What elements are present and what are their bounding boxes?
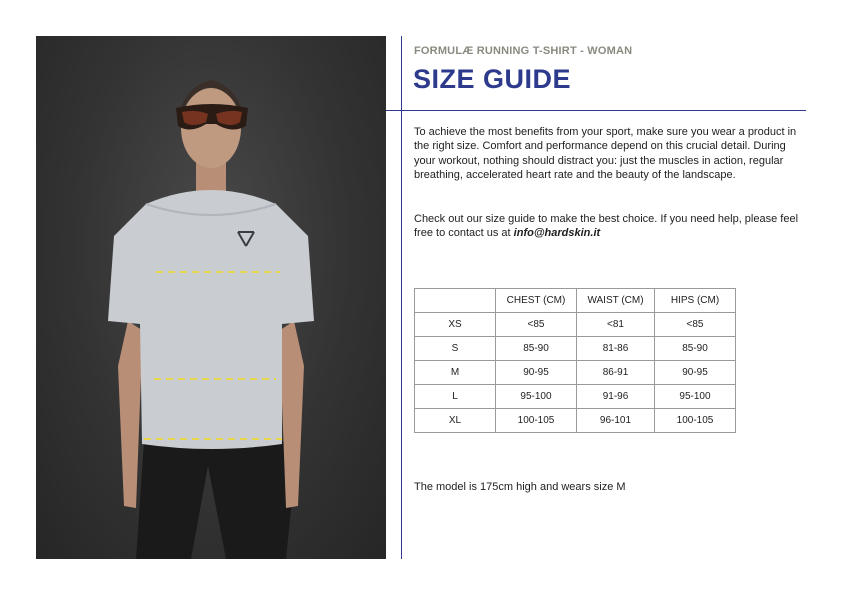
table-row	[415, 385, 736, 409]
waist-cell: 96-101	[577, 409, 655, 433]
page-title: SIZE GUIDE	[413, 64, 572, 94]
size-label: L	[415, 385, 496, 409]
chest-cell: 90-95	[496, 361, 577, 385]
table-header-cell	[415, 289, 496, 313]
size-label: S	[415, 337, 496, 361]
hips-cell: <85	[655, 313, 736, 337]
table-row	[415, 361, 736, 385]
hips-cell: 85-90	[655, 337, 736, 361]
chest-cell: 100-105	[496, 409, 577, 433]
vertical-divider	[401, 36, 402, 559]
help-text: Check out our size guide to make the best choice. If you need help, please feel free to contact us at	[414, 213, 799, 240]
waist-cell: 81-86	[577, 337, 655, 361]
table-row	[415, 409, 736, 433]
help-paragraph	[414, 212, 804, 241]
leggings	[136, 441, 298, 559]
waist-cell: 91-96	[577, 385, 655, 409]
table-header-row	[415, 289, 736, 313]
hips-cell: 90-95	[655, 361, 736, 385]
table-row	[415, 337, 736, 361]
intro-paragraph: To achieve the most benefits from your sport, make sure you wear a product in the right size. Comfort and performance depend on this crucial detail. During your workout, nothing should distract you: just the muscles in action, regular breathing, accelerated heart rate and the beauty of the landscape.	[414, 126, 797, 182]
table-header-cell: WAIST (CM)	[577, 289, 655, 313]
model-illustration	[36, 36, 386, 559]
waist-cell: <81	[577, 313, 655, 337]
contact-email-link[interactable]: info@hardskin.it	[513, 227, 601, 240]
chest-cell: <85	[496, 313, 577, 337]
model-photo	[36, 36, 386, 559]
model-note: The model is 175cm high and wears size M	[414, 481, 626, 493]
hips-cell: 100-105	[655, 409, 736, 433]
chest-cell: 95-100	[496, 385, 577, 409]
size-label: XS	[415, 313, 496, 337]
size-table	[414, 288, 736, 433]
size-label: M	[415, 361, 496, 385]
table-header-cell: HIPS (CM)	[655, 289, 736, 313]
product-subtitle: FORMULÆ RUNNING T-SHIRT - WOMAN	[414, 45, 633, 57]
title-underline	[386, 110, 806, 111]
size-label: XL	[415, 409, 496, 433]
table-header-cell: CHEST (CM)	[496, 289, 577, 313]
waist-cell: 86-91	[577, 361, 655, 385]
table-row	[415, 313, 736, 337]
hips-cell: 95-100	[655, 385, 736, 409]
chest-cell: 85-90	[496, 337, 577, 361]
